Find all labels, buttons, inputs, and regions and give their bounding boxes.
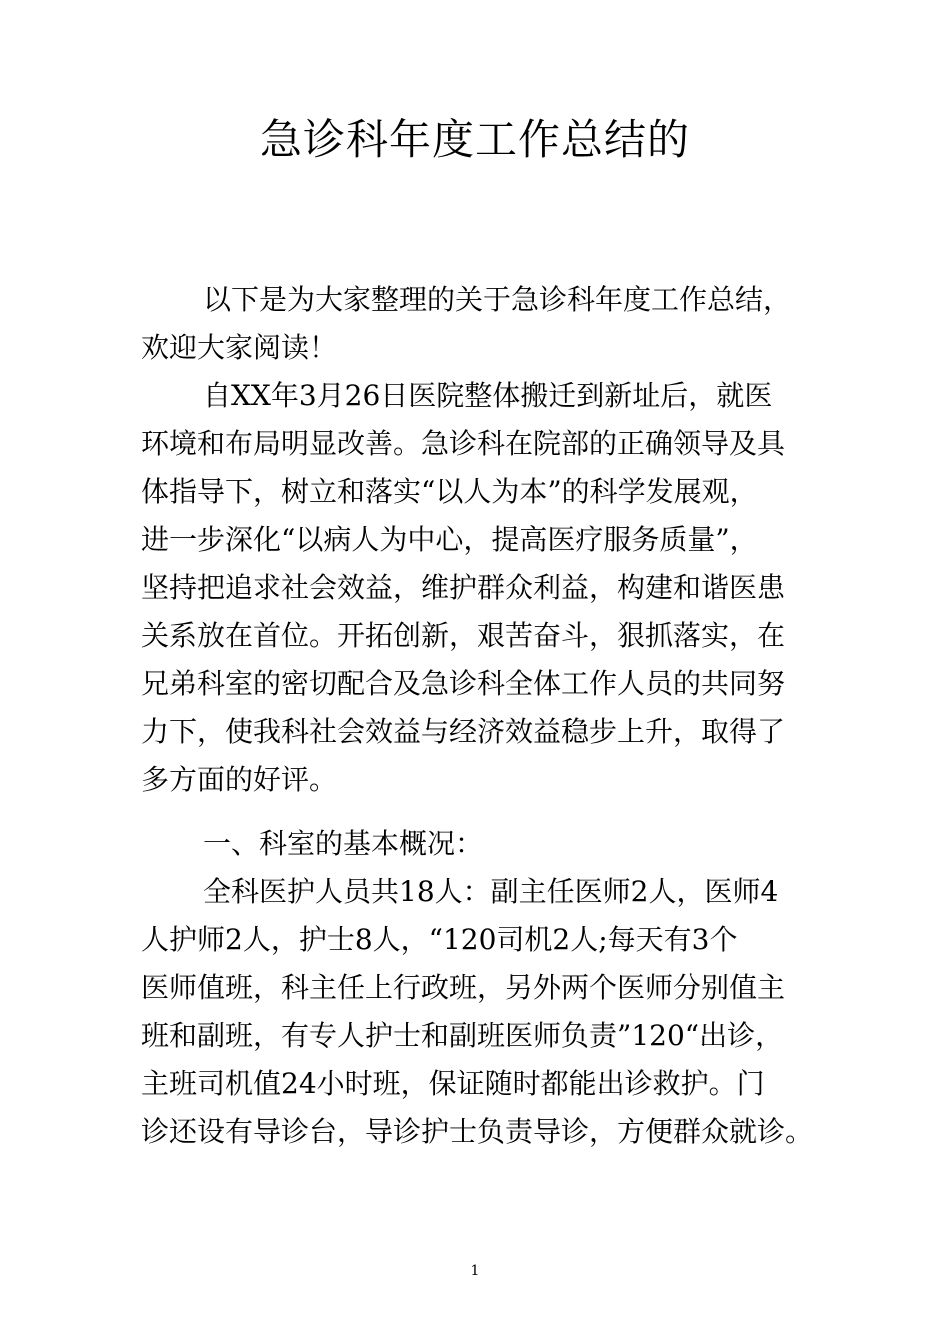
paragraph-line: 主班司机值24小时班，保证随时都能出诊救护。门	[141, 1067, 765, 1100]
paragraph-line: 多方面的好评。	[141, 763, 338, 796]
paragraph-line: 以下是为大家整理的关于急诊科年度工作总结，	[203, 283, 792, 316]
paragraph-line: 全科医护人员共18人：副主任医师2人，医师4	[203, 875, 779, 908]
paragraph-line: 兄弟科室的密切配合及急诊科全体工作人员的共同努	[141, 667, 786, 700]
paragraph-line: 力下，使我科社会效益与经济效益稳步上升，取得了	[141, 715, 786, 748]
paragraph-line: 环境和布局明显改善。急诊科在院部的正确领导及具	[141, 427, 786, 460]
paragraph-line: 坚持把追求社会效益，维护群众利益，构建和谐医患	[141, 571, 786, 604]
paragraph-line: 进一步深化“以病人为中心，提高医疗服务质量”，	[141, 523, 758, 556]
document-title: 急诊科年度工作总结的	[259, 115, 690, 164]
paragraph-line: 体指导下，树立和落实“以人为本”的科学发展观，	[141, 475, 758, 508]
paragraph-line: 诊还设有导诊台，导诊护士负责导诊，方便群众就诊。	[141, 1115, 814, 1148]
section-heading: 一、科室的基本概况：	[203, 827, 484, 860]
paragraph-line: 关系放在首位。开拓创新，艰苦奋斗，狠抓落实，在	[141, 619, 786, 652]
paragraph-line: 医师值班，科主任上行政班，另外两个医师分别值主	[141, 971, 786, 1004]
paragraph-line: 班和副班，有专人护士和副班医师负责”120“出诊，	[141, 1019, 784, 1052]
paragraph-line: 人护师2人，护士8人，“120司机2人;每天有3个	[141, 923, 738, 956]
page-number: 1	[470, 1263, 480, 1279]
paragraph-line: 自XX年3月26日医院整体搬迁到新址后，就医	[203, 379, 773, 412]
paragraph-line: 欢迎大家阅读！	[141, 331, 338, 364]
